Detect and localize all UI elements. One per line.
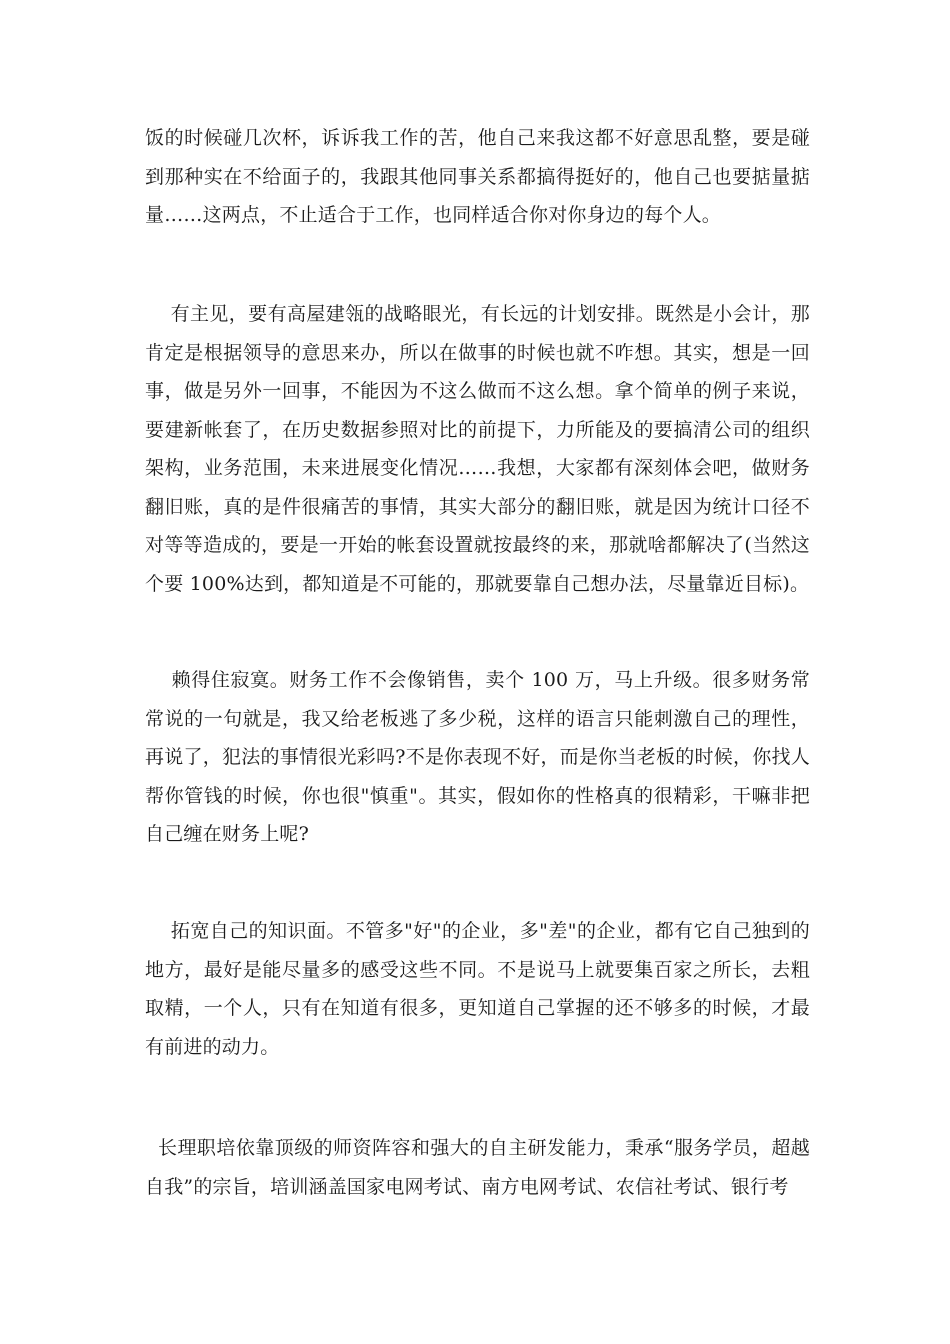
- paragraph-toasting-colleagues: 饭的时候碰几次杯，诉诉我工作的苦，他自己来我这都不好意思乱整，要是碰到那种实在不给面子的，我跟其他同事关系都搞得挺好的，他自己也要掂量掂量……这两点，不止适合于工作，也同样适合你对你身边的每个人。: [145, 127, 810, 226]
- paragraph-training-promo: 长理职培依靠顶级的师资阵容和强大的自主研发能力，秉承“服务学员，超越自我”的宗旨，培训涵盖国家电网考试、南方电网考试、农信社考试、银行考: [145, 1137, 811, 1198]
- paragraph-broaden-knowledge: 拓宽自己的知识面。不管多"好"的企业，多"差"的企业，都有它自己独到的地方，最好是能尽量多的感受这些不同。不是说马上就要集百家之所长，去粗取精，一个人，只有在知道有很多，更知道自己掌握的还不够多的时候，才最有前进的动力。: [145, 920, 810, 1058]
- paragraph-endure-loneliness: 赖得住寂寞。财务工作不会像销售，卖个 100 万，马上升级。很多财务常常说的一句就是，我又给老板逃了多少税，这样的语言只能刺激自己的理性，再说了，犯法的事情很光彩吗?不是你表现不好，而是你当老板的时候，你找人帮你管钱的时候，你也很"慎重"。其实，假如你的性格真的很精彩，干嘛非把自己缠在财务上呢?: [145, 669, 810, 845]
- paragraph-strategic-vision: 有主见，要有高屋建瓴的战略眼光，有长远的计划安排。既然是小会计，那肯定是根据领导的意思来办，所以在做事的时候也就不咋想。其实，想是一回事，做是另外一回事，不能因为不这么做而不这么想。拿个简单的例子来说，要建新帐套了，在历史数据参照对比的前提下，力所能及的要搞清公司的组织架构，业务范围，未来进展变化情况……我想，大家都有深刻体会吧，做财务翻旧账，真的是件很痛苦的事情，其实大部分的翻旧账，就是因为统计口径不对等等造成的，要是一开始的帐套设置就按最终的来，那就啥都解决了(当然这个要 100%达到，都知道是不可能的，那就要靠自己想办法，尽量靠近目标)。: [145, 303, 810, 595]
